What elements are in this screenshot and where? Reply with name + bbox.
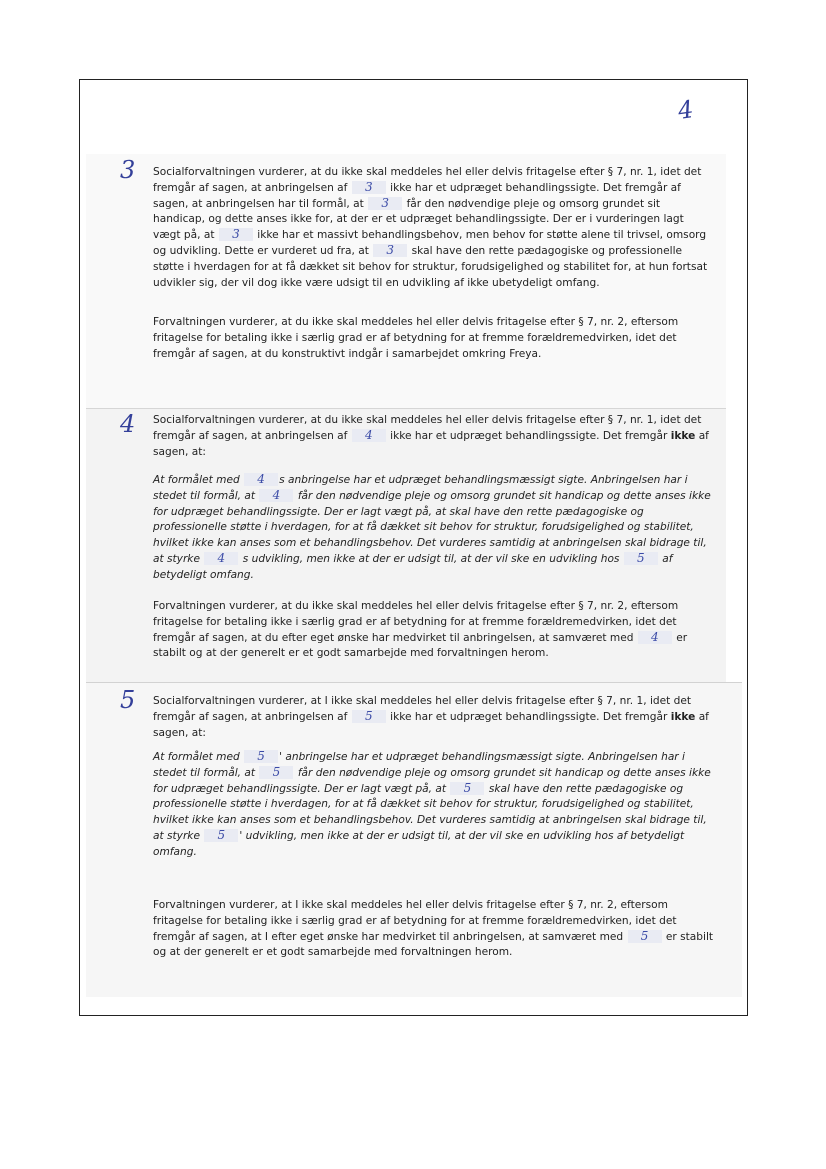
handwritten-field: 3 <box>352 181 386 194</box>
handwritten-field: 5 <box>624 552 658 565</box>
handwritten-page-number: 4 <box>676 95 696 125</box>
scanned-page <box>79 79 748 1016</box>
handwritten-field: 3 <box>368 197 402 210</box>
handwritten-field: 3 <box>373 244 407 257</box>
handwritten-field: 5 <box>450 782 484 795</box>
handwritten-field: 5 <box>259 766 293 779</box>
section-marker-4: 4 <box>120 410 136 438</box>
handwritten-field: 4 <box>204 552 238 565</box>
section-4-paragraph-3: Forvaltningen vurderer, at du ikke skal meddeles hel eller delvis fritagelse efter § 7, nr. 2, eftersom fritagelse for betaling ikke i særlig grad er af betydning for at fremme forældremedvirken, idet det fremgår af sagen, at du efter eget ønske har medvirket til anbringelsen, at samværet med 4 er stabilt og at der generelt er et godt samarbejde med forvaltningen herom. <box>153 600 688 660</box>
handwritten-field: 4 <box>638 631 672 644</box>
section-5-paragraph-3: Forvaltningen vurderer, at I ikke skal meddeles hel eller delvis fritagelse efter § 7, nr. 2, eftersom fritagelse for betaling ikke i særlig grad er af betydning for at fremme forældremedvirken, idet det fremgår af sagen, at I efter eget ønske har medvirket til anbringelsen, at samværet med 5 er stabilt og at der generelt er et godt samarbejde med forvaltningen herom. <box>153 899 714 959</box>
section-5-paragraph-2: At formålet med 5 ' anbringelse har et udpræget behandlingsmæssigt sigte. Anbringelsen har i stedet til formål, at 5 får den nødvendige pleje og omsorg grundet sit handicap og dette anses ikke for udpræget behandlingssigte. Der er lagt vægt på, at 5 skal have den rette pædagogiske og professionelle støtte i hverdagen, for at få dækket sit behov for struktur, forudsigelighed og stabilitet, hvilket ikke kan anses som et behandlingsbehov. Det vurderes samtidig at anbringelsen skal bidrage til, at styrke 5 ' udvikling, men ikke at der er udsigt til, at der vil ske en udvikling hos af betydeligt omfang. <box>153 749 711 858</box>
handwritten-field: 5 <box>244 750 278 763</box>
handwritten-field: 4 <box>352 429 386 442</box>
section-3-paragraph-2: Forvaltningen vurderer, at du ikke skal meddeles hel eller delvis fritagelse efter § 7, nr. 2, eftersom fritagelse for betaling ikke i særlig grad er af betydning for at fremme forældremedvirken, idet det fremgår af sagen, at du konstruktivt indgår i samarbejdet omkring Freya. <box>153 316 679 360</box>
handwritten-field: 4 <box>244 473 278 486</box>
handwritten-field: 5 <box>352 710 386 723</box>
section-marker-3: 3 <box>120 156 136 184</box>
section-4-paragraph-2: At formålet med 4 s anbringelse har et udpræget behandlingsmæssigt sigte. Anbringelsen har i stedet til formål, at 4 får den nødvendige pleje og omsorg grundet sit handicap og dette anses ikke for udpræget behandlingssigte. Der er lagt vægt på, at skal have den rette pædagogiske og professionelle støtte i hverdagen, for at få dækket sit behov for struktur, forudsigelighed og stabilitet, hvilket ikke kan anses som et behandlingsbehov. Det vurderes samtidig at anbringelsen skal bidrage til, at styrke 4 s udvikling, men ikke at der er udsigt til, at der vil ske en udvikling hos 5 af betydeligt omfang. <box>153 472 711 581</box>
handwritten-field: 5 <box>204 829 238 842</box>
handwritten-field: 3 <box>219 228 253 241</box>
section-5-paragraph-1: Socialforvaltningen vurderer, at I ikke skal meddeles hel eller delvis fritagelse efter § 7, nr. 1, idet det fremgår af sagen, at anbringelsen af 5 ikke har et udpræget behandlingssigte. Det fremgår ikke af sagen, at: <box>153 695 709 739</box>
handwritten-field: 5 <box>628 930 662 943</box>
section-4-paragraph-1: Socialforvaltningen vurderer, at du ikke skal meddeles hel eller delvis fritagelse efter § 7, nr. 1, idet det fremgår af sagen, at anbringelsen af 4 ikke har et udpræget behandlingssigte. Det fremgår ikke af sagen, at: <box>153 414 709 458</box>
section-marker-5: 5 <box>120 686 136 714</box>
section-3-paragraph-1: Socialforvaltningen vurderer, at du ikke skal meddeles hel eller delvis fritagelse efter § 7, nr. 1, idet det fremgår af sagen, at anbringelsen af 3 ikke har et udpræget behandlingssigte. Det fremgår af sagen, at anbringelsen har til formål, at 3 får den nødvendige pleje og omsorg grundet sit handicap, og dette anses ikke for, at der er et udpræget behandlingssigte. Der er i vurderingen lagt vægt på, at 3 ikke har et massivt behandlingsbehov, men behov for støtte alene til trivsel, omsorg og udvikling. Dette er vurderet ud fra, at 3 skal have den rette pædagogiske og professionelle støtte i hverdagen for at få dækket sit behov for struktur, forudsigelighed og stabilitet for, at hun fortsat udvikler sig, der vil dog ikke være udsigt til en udvikling af ikke ubetydeligt omfang. <box>153 166 708 289</box>
handwritten-field: 4 <box>259 489 293 502</box>
